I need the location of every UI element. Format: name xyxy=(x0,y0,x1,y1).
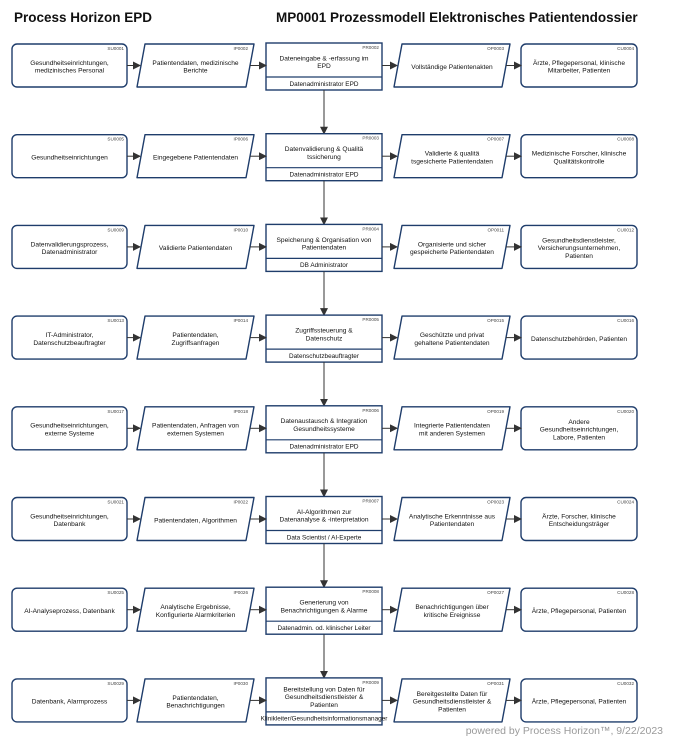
process-label: Datenaustausch & Integration Gesundheitssysteme xyxy=(280,418,368,434)
customer-label: Ärzte, Pflegepersonal, klinische Mitarbeiter, Patienten xyxy=(533,59,625,75)
output-label: Organisierte und sicher gespeicherte Patientendaten xyxy=(410,241,494,257)
process-role: Data Scientist / AI-Experte xyxy=(286,534,362,542)
process-id: PR0004 xyxy=(362,226,379,232)
supplier-box xyxy=(12,407,127,450)
customer-box xyxy=(521,679,637,722)
footer-credit: powered by Process Horizon™, 9/22/2023 xyxy=(465,725,663,737)
output-box xyxy=(394,44,510,87)
process-label: Zugriffssteuerung & Datenschutz xyxy=(295,327,353,343)
input-label: Validierte Patientendaten xyxy=(158,245,233,253)
process-role: Klinikleiter/Gesundheitsinformationsmanager xyxy=(260,715,388,723)
output-id: OP0027 xyxy=(487,590,504,596)
output-label: Validierte & qualitä tsgesicherte Patientendaten xyxy=(411,150,493,166)
output-id: OP0003 xyxy=(487,46,504,51)
process-id: PR0002 xyxy=(362,45,379,50)
output-label: Bereitgestellte Daten für Gesundheitsdienstleister & Patienten xyxy=(412,690,492,714)
sipoc-row xyxy=(12,43,637,134)
input-label: Patientendaten, Anfragen von externen Systemen xyxy=(152,422,239,438)
sipoc-row xyxy=(12,224,637,315)
process-box xyxy=(266,497,382,544)
process-label: Bereitstellung von Daten für Gesundheitsdienstleister & Patienten xyxy=(283,686,365,710)
process-role: Datenadministrator EPD xyxy=(289,443,359,451)
process-id: PR0003 xyxy=(362,135,379,141)
input-label: Patientendaten, Algorithmen xyxy=(154,517,237,525)
supplier-label: Datenvalidierungsprozess, Datenadministrator xyxy=(30,241,109,257)
customer-label: Medizinische Forscher, klinische Qualitätskontrolle xyxy=(531,150,627,166)
supplier-label: Datenbank, Alarmprozess xyxy=(31,698,108,706)
input-box xyxy=(137,316,254,359)
supplier-id: SU0013 xyxy=(107,318,124,324)
output-box xyxy=(394,588,510,631)
process-label: Datenvalidierung & Qualitä tssicherung xyxy=(284,146,364,161)
output-box xyxy=(394,407,510,450)
output-id: OP0031 xyxy=(487,680,504,686)
process-label: AI-Algorithmen zur Datenanalyse & -interpretation xyxy=(279,508,369,524)
process-box xyxy=(266,43,382,90)
input-id: IP0030 xyxy=(233,680,248,686)
supplier-label: AI-Analyseprozess, Datenbank xyxy=(24,608,115,616)
customer-label: Datenschutzbehörden, Patienten xyxy=(530,335,628,343)
sipoc-row xyxy=(12,134,637,225)
supplier-label: Gesundheitseinrichtungen, medizinisches Personal xyxy=(30,59,109,75)
input-label: Patientendaten, medizinische Berichte xyxy=(152,59,239,75)
process-box xyxy=(266,134,382,181)
customer-label: Ärzte, Forscher, klinische Entscheidungsträger xyxy=(542,513,616,529)
supplier-box xyxy=(12,679,127,722)
input-box xyxy=(137,498,254,541)
output-id: OP0015 xyxy=(487,318,504,324)
sipoc-row xyxy=(12,315,637,406)
customer-id: CU0008 xyxy=(617,136,634,142)
supplier-label: IT-Administrator, Datenschutzbeauftragter xyxy=(33,332,106,347)
process-box xyxy=(266,224,382,271)
output-label: Analytische Erkenntnisse aus Patientendaten xyxy=(408,513,496,529)
input-id: IP0010 xyxy=(233,227,248,233)
input-id: IP0026 xyxy=(233,590,248,596)
supplier-box xyxy=(12,316,127,359)
supplier-id: SU0025 xyxy=(107,590,124,596)
input-label: Analytische Ergebnisse, Konfigurierte Alarmkriterien xyxy=(155,604,236,619)
input-box xyxy=(137,225,254,268)
process-label: Dateneingabe & -erfassung im EPD xyxy=(279,55,369,71)
customer-box xyxy=(521,135,637,178)
supplier-box xyxy=(12,498,127,541)
supplier-label: Gesundheitseinrichtungen, externe Systeme xyxy=(30,422,109,438)
process-id: PR0005 xyxy=(362,317,379,323)
customer-box xyxy=(521,588,637,631)
supplier-id: SU0017 xyxy=(107,408,124,414)
customer-box xyxy=(521,498,637,541)
supplier-id: SU0021 xyxy=(107,499,124,505)
customer-id: CU0028 xyxy=(617,590,634,596)
process-role: Datenadmin. od. klinischer Leiter xyxy=(277,625,371,632)
output-id: OP0007 xyxy=(487,136,504,142)
process-id: PR0009 xyxy=(362,679,379,685)
sipoc-row xyxy=(12,587,637,678)
process-id: PR0006 xyxy=(362,407,379,413)
supplier-id: SU0029 xyxy=(107,680,124,686)
input-id: IP0018 xyxy=(233,408,248,414)
supplier-box xyxy=(12,225,127,268)
output-box xyxy=(394,135,510,178)
process-role: Datenschutzbeauftragter xyxy=(289,352,359,360)
output-id: OP0019 xyxy=(487,408,504,414)
output-id: OP0023 xyxy=(487,499,504,505)
process-role: DB Administrator xyxy=(300,262,348,270)
app-title: Process Horizon EPD xyxy=(14,10,153,25)
supplier-label: Gesundheitseinrichtungen, Datenbank xyxy=(30,513,109,529)
output-box xyxy=(394,225,510,268)
customer-box xyxy=(521,225,637,268)
diagram-title: MP0001 Prozessmodell Elektronisches Patientendossier xyxy=(276,10,638,25)
process-box xyxy=(266,406,382,453)
process-label: Generierung von Benachrichtigungen & Alarme xyxy=(280,599,368,615)
input-label: Eingegebene Patientendaten xyxy=(152,154,239,162)
input-box xyxy=(137,679,254,722)
customer-box xyxy=(521,407,637,450)
customer-id: CU0016 xyxy=(617,318,634,324)
input-box xyxy=(137,407,254,450)
output-box xyxy=(394,498,510,541)
output-id: OP0011 xyxy=(487,227,504,233)
sipoc-row xyxy=(12,406,637,497)
input-box xyxy=(137,135,254,178)
customer-label: Ärzte, Pflegepersonal, Patienten xyxy=(531,608,627,616)
output-label: Geschützte und privat gehaltene Patientendaten xyxy=(414,332,490,347)
input-label: Patientendaten, Zugriffsanfragen xyxy=(171,332,220,347)
customer-id: CU0012 xyxy=(617,227,634,233)
supplier-box xyxy=(12,44,127,87)
input-id: IP0006 xyxy=(233,136,248,142)
supplier-box xyxy=(12,588,127,631)
output-label: Integrierte Patientendaten mit anderen Systemen xyxy=(414,422,490,438)
customer-label: Andere Gesundheitseinrichtungen, Labore, Patienten xyxy=(539,418,619,442)
customer-id: CU0020 xyxy=(617,408,634,414)
supplier-id: SU0005 xyxy=(107,136,124,142)
process-box xyxy=(266,315,382,362)
input-id: IP0014 xyxy=(233,318,248,324)
supplier-label: Gesundheitseinrichtungen xyxy=(31,154,108,162)
process-label: Speicherung & Organisation von Patientendaten xyxy=(276,236,372,252)
customer-id: CU0004 xyxy=(617,46,634,51)
input-id: IP0002 xyxy=(233,46,248,51)
customer-label: Gesundheitsdienstleister, Versicherungsunternehmen, Patienten xyxy=(537,237,621,261)
process-id: PR0008 xyxy=(362,589,379,595)
input-id: IP0022 xyxy=(233,499,248,505)
customer-box xyxy=(521,44,637,87)
output-label: Benachrichtigungen über kritische Ereignisse xyxy=(415,604,489,619)
customer-box xyxy=(521,316,637,359)
supplier-id: SU0009 xyxy=(107,227,124,233)
process-id: PR0007 xyxy=(362,498,379,504)
process-box xyxy=(266,587,382,634)
output-box xyxy=(394,316,510,359)
process-role: Datenadministrator EPD xyxy=(289,171,359,179)
input-box xyxy=(137,588,254,631)
output-box xyxy=(394,679,510,722)
input-box xyxy=(137,44,254,87)
process-box xyxy=(261,678,389,725)
input-label: Patientendaten, Benachrichtigungen xyxy=(166,694,225,710)
supplier-id: SU0001 xyxy=(107,46,124,51)
sipoc-row xyxy=(12,497,637,588)
process-role: Datenadministrator EPD xyxy=(289,80,359,88)
customer-id: CU0024 xyxy=(617,499,634,505)
customer-id: CU0032 xyxy=(617,680,634,686)
supplier-box xyxy=(12,135,127,178)
sipoc-row xyxy=(12,678,637,725)
output-label: Vollständige Patientenakten xyxy=(411,63,493,71)
customer-label: Ärzte, Pflegepersonal, Patienten xyxy=(531,698,627,706)
